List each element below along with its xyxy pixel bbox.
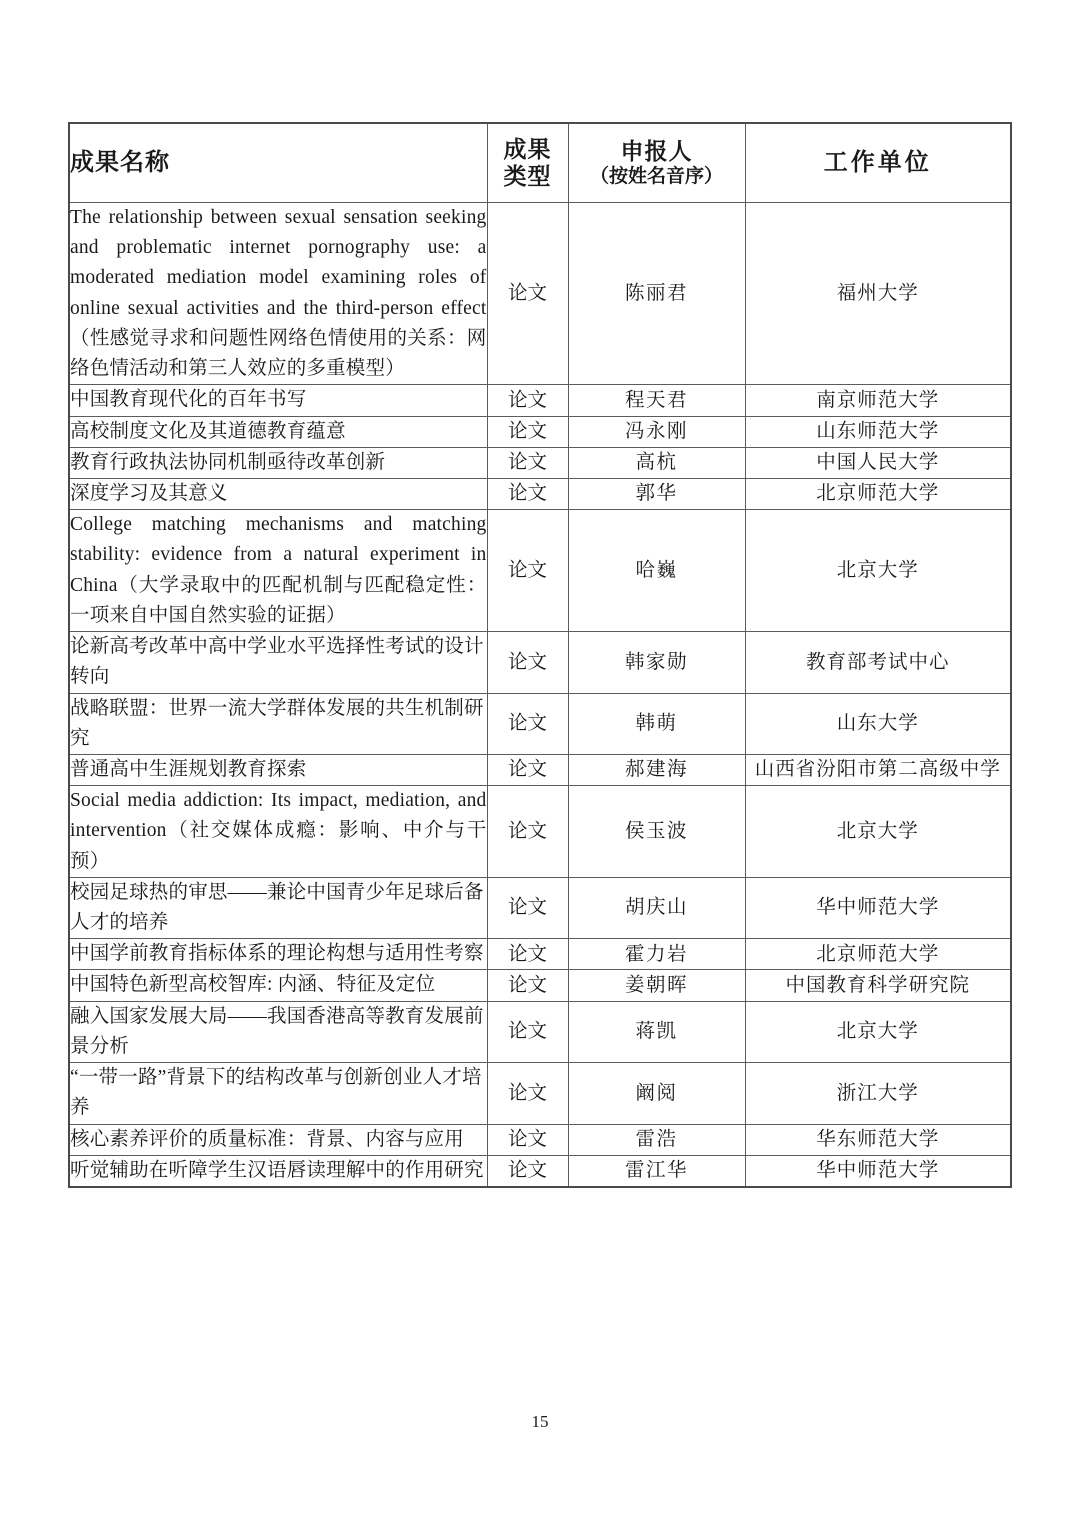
table-header-row — [69, 123, 1011, 203]
page-number: 15 — [531, 1412, 549, 1431]
cell-unit: 教育部考试中心 — [745, 632, 1011, 693]
column-header-type-line2: 类型 — [503, 164, 552, 189]
cell-title: 教育行政执法协同机制亟待改革创新 — [69, 447, 487, 478]
cell-title: The relationship between sexual sensation seeking and problematic internet pornography use: a moderated mediation model examining roles of online sexual activities and the third-person effect（性感觉寻求和问题性网络色情使用的关系：网络色情活动和第三人效应的多重模型） — [69, 203, 487, 385]
column-header-type-line1: 成果 — [503, 136, 552, 162]
cell-unit: 浙江大学 — [745, 1063, 1011, 1124]
column-header-unit: 工作单位 — [745, 123, 1011, 203]
cell-unit: 福州大学 — [745, 203, 1011, 385]
column-header-person-sub: （按姓名音序） — [589, 165, 723, 187]
column-header-person — [568, 123, 745, 203]
table-header — [69, 123, 1011, 203]
cell-person: 雷浩 — [568, 1124, 745, 1155]
table-row — [69, 693, 1011, 754]
cell-title: 听觉辅助在听障学生汉语唇读理解中的作用研究 — [69, 1155, 487, 1187]
table-row — [69, 447, 1011, 478]
cell-person: 韩家勋 — [568, 632, 745, 693]
cell-person: 郝建海 — [568, 754, 745, 785]
cell-title: 论新高考改革中高中学业水平选择性考试的设计转向 — [69, 632, 487, 693]
cell-title: 中国学前教育指标体系的理论构想与适用性考察 — [69, 939, 487, 970]
cell-unit: 北京大学 — [745, 1001, 1011, 1062]
cell-person: 高杭 — [568, 447, 745, 478]
cell-type: 论文 — [487, 754, 568, 785]
table-row — [69, 203, 1011, 385]
cell-person: 陈丽君 — [568, 203, 745, 385]
table-row — [69, 786, 1011, 878]
cell-person: 霍力岩 — [568, 939, 745, 970]
table-row — [69, 1124, 1011, 1155]
cell-unit: 山西省汾阳市第二高级中学 — [745, 754, 1011, 785]
cell-type: 论文 — [487, 478, 568, 509]
cell-person: 郭华 — [568, 478, 745, 509]
cell-type: 论文 — [487, 1063, 568, 1124]
cell-type: 论文 — [487, 693, 568, 754]
cell-person: 阚阅 — [568, 1063, 745, 1124]
cell-person: 姜朝晖 — [568, 970, 745, 1001]
table-row — [69, 1155, 1011, 1187]
cell-unit: 华东师范大学 — [745, 1124, 1011, 1155]
cell-person: 胡庆山 — [568, 877, 745, 938]
cell-type: 论文 — [487, 510, 568, 632]
column-header-title: 成果名称 — [69, 123, 487, 203]
cell-type: 论文 — [487, 970, 568, 1001]
cell-title: 深度学习及其意义 — [69, 478, 487, 509]
cell-person: 韩萌 — [568, 693, 745, 754]
cell-person: 冯永刚 — [568, 416, 745, 447]
cell-type: 论文 — [487, 1124, 568, 1155]
cell-type: 论文 — [487, 786, 568, 878]
cell-title: 校园足球热的审思——兼论中国青少年足球后备人才的培养 — [69, 877, 487, 938]
table-row — [69, 385, 1011, 416]
cell-unit: 北京大学 — [745, 786, 1011, 878]
cell-title: 中国教育现代化的百年书写 — [69, 385, 487, 416]
cell-type: 论文 — [487, 447, 568, 478]
results-table-container — [68, 122, 1012, 1188]
column-header-person-main: 申报人 — [620, 138, 693, 164]
cell-title: 核心素养评价的质量标准：背景、内容与应用 — [69, 1124, 487, 1155]
cell-title: 融入国家发展大局——我国香港高等教育发展前景分析 — [69, 1001, 487, 1062]
table-row — [69, 754, 1011, 785]
cell-unit: 中国人民大学 — [745, 447, 1011, 478]
cell-type: 论文 — [487, 416, 568, 447]
cell-title: 战略联盟：世界一流大学群体发展的共生机制研究 — [69, 693, 487, 754]
cell-person: 哈巍 — [568, 510, 745, 632]
cell-person: 雷江华 — [568, 1155, 745, 1187]
cell-unit: 北京大学 — [745, 510, 1011, 632]
cell-unit: 华中师范大学 — [745, 1155, 1011, 1187]
cell-type: 论文 — [487, 877, 568, 938]
cell-title: 高校制度文化及其道德教育蕴意 — [69, 416, 487, 447]
cell-title: Social media addiction: Its impact, mediation, and intervention（社交媒体成瘾：影响、中介与干预） — [69, 786, 487, 878]
table-row — [69, 970, 1011, 1001]
table-row — [69, 632, 1011, 693]
table-row — [69, 1001, 1011, 1062]
table-row — [69, 478, 1011, 509]
table-body — [69, 203, 1011, 1188]
cell-type: 论文 — [487, 385, 568, 416]
table-row — [69, 877, 1011, 938]
table-row — [69, 939, 1011, 970]
cell-person: 程天君 — [568, 385, 745, 416]
cell-unit: 山东师范大学 — [745, 416, 1011, 447]
cell-unit: 北京师范大学 — [745, 939, 1011, 970]
results-table — [68, 122, 1012, 1188]
cell-type: 论文 — [487, 632, 568, 693]
cell-type: 论文 — [487, 203, 568, 385]
table-row — [69, 1063, 1011, 1124]
cell-unit: 南京师范大学 — [745, 385, 1011, 416]
cell-title: 普通高中生涯规划教育探索 — [69, 754, 487, 785]
column-header-type — [487, 123, 568, 203]
cell-unit: 山东大学 — [745, 693, 1011, 754]
cell-type: 论文 — [487, 939, 568, 970]
cell-title: College matching mechanisms and matching stability: evidence from a natural experiment in China（大学录取中的匹配机制与匹配稳定性：一项来自中国自然实验的证据） — [69, 510, 487, 632]
cell-type: 论文 — [487, 1001, 568, 1062]
cell-unit: 北京师范大学 — [745, 478, 1011, 509]
cell-type: 论文 — [487, 1155, 568, 1187]
table-row — [69, 510, 1011, 632]
cell-unit: 华中师范大学 — [745, 877, 1011, 938]
cell-person: 侯玉波 — [568, 786, 745, 878]
cell-person: 蒋凯 — [568, 1001, 745, 1062]
cell-unit: 中国教育科学研究院 — [745, 970, 1011, 1001]
cell-title: “一带一路”背景下的结构改革与创新创业人才培养 — [69, 1063, 487, 1124]
table-row — [69, 416, 1011, 447]
cell-title: 中国特色新型高校智库: 内涵、特征及定位 — [69, 970, 487, 1001]
